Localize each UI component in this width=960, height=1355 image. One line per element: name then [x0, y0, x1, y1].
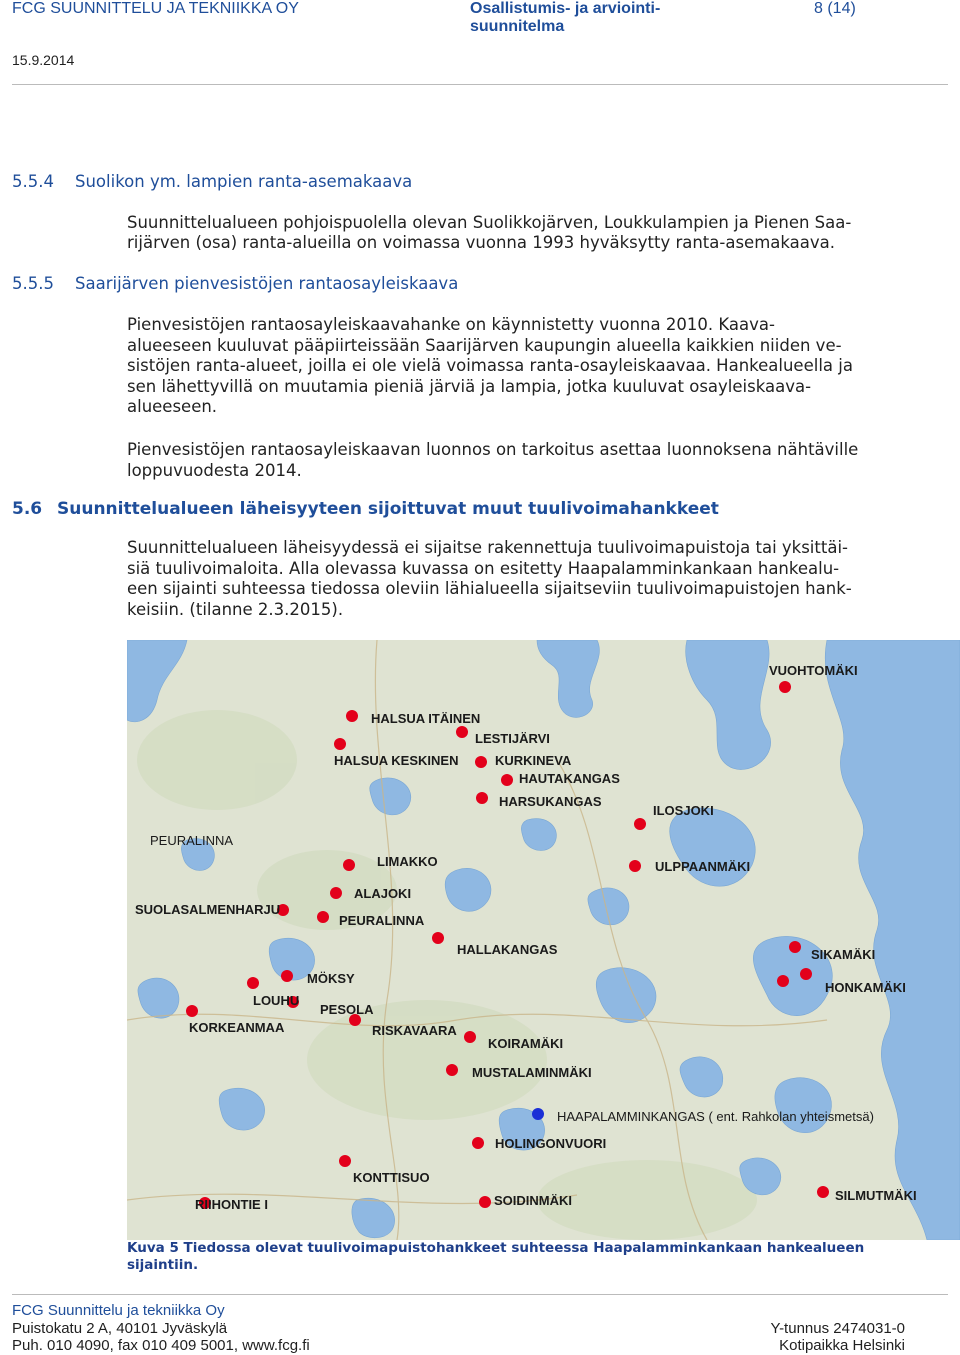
footer-phone: Puh. 010 4090, fax 010 409 5001, www.fcg.fi [12, 1337, 310, 1354]
section-title: Saarijärven pienvesistöjen rantaosayleiskaava [75, 274, 459, 293]
header-title [470, 0, 660, 36]
label-halsua-itainen: HALSUA ITÄINEN [371, 711, 481, 726]
marker-koiramaki [464, 1031, 476, 1043]
label-peuralinna-region: PEURALINNA [150, 833, 234, 848]
marker-ulppaanmaki [629, 860, 641, 872]
marker-limakko [343, 859, 355, 871]
label-riihontie: RIIHONTIE I [195, 1197, 268, 1212]
label-konttisuo: KONTTISUO [353, 1170, 430, 1185]
marker-halsua-itainen [346, 710, 358, 722]
figure-caption: Kuva 5 Tiedossa olevat tuulivoimapuistohankkeet suhteessa Haapalamminkankaan hankealueen sijaintiin. [127, 1240, 865, 1273]
marker-kurkineva [475, 756, 487, 768]
label-sikamaki: SIKAMÄKI [811, 947, 876, 962]
paragraph-line: een sijainti suhteessa tiedossa oleviin lähialueella sijaitseviin tuulivoimapuistojen hank- [127, 579, 852, 598]
label-soidinmaki: SOIDINMÄKI [494, 1193, 572, 1208]
paragraph-line: Suunnittelualueen pohjoispuolella olevan Suolikkojärven, Loukkulampien ja Pienen Saa- [127, 213, 852, 232]
label-riskavaara: RISKAVAARA [372, 1023, 457, 1038]
header-rule [12, 84, 948, 85]
marker-hautakangas [501, 774, 513, 786]
label-koiramaki: KOIRAMÄKI [488, 1036, 564, 1051]
section-5-5-5-paragraph-1 [127, 315, 909, 418]
label-suolasalmenharju: SUOLASALMENHARJU [135, 902, 281, 917]
marker-sikamaki [789, 941, 801, 953]
header-title-line2: suunnitelma [470, 18, 565, 35]
paragraph-line: Suunnittelualueen läheisyydessä ei sijaitse rakennettuja tuulivoimapuistoja tai yksittäi- [127, 538, 848, 557]
marker-lestijarvi [456, 726, 468, 738]
marker-konttisuo [339, 1155, 351, 1167]
paragraph-line: rijärven (osa) ranta-alueilla on voimassa vuonna 1993 hyväksytty ranta-asemakaava. [127, 233, 835, 252]
section-number: 5.5.4 [12, 172, 54, 191]
marker-honkamaki-b [777, 975, 789, 987]
paragraph-line: alueeseen. [127, 397, 218, 416]
marker-haapalamminkangas-project [532, 1108, 544, 1120]
section-5-6-paragraph [127, 538, 909, 620]
label-louhu: LOUHU [253, 993, 300, 1008]
marker-louhu [247, 977, 259, 989]
paragraph-line: sistöjen ranta-alueet, joilla ei ole vielä voimassa ranta-osayleiskaavaa. Hankealueella ja [127, 356, 853, 375]
header-date: 15.9.2014 [12, 52, 75, 68]
label-ulppaanmaki: ULPPAANMÄKI [655, 859, 751, 874]
marker-hallakangas [432, 932, 444, 944]
label-mustalaminmaki: MUSTALAMINMÄKI [472, 1065, 592, 1080]
paragraph-line: alueeseen kuuluvat pääpiirteissään Saarijärven kaupungin alueella kaikkien niiden ve- [127, 335, 842, 355]
marker-honkamaki-a [800, 968, 812, 980]
paragraph-line: sen lähettyvillä on muutamia pieniä järviä ja lampia, jotka kuuluvat osayleiskaava- [127, 376, 812, 396]
label-alajoki: ALAJOKI [354, 886, 412, 901]
footer-business-id: Y-tunnus 2474031-0 [770, 1320, 905, 1337]
marker-mustalaminmaki [446, 1064, 458, 1076]
marker-ilosjoki [634, 818, 646, 830]
footer-domicile: Kotipaikka Helsinki [779, 1337, 905, 1354]
marker-vuohtomaki [779, 681, 791, 693]
paragraph-line: Pienvesistöjen rantaosayleiskaavan luonnos on tarkoitus asettaa luonnoksena nähtäville [127, 440, 859, 459]
marker-soidinmaki [479, 1196, 491, 1208]
label-pesola: PESOLA [320, 1002, 374, 1017]
label-holingonvuori: HOLINGONVUORI [495, 1136, 607, 1151]
section-5-5-4-paragraph [127, 213, 909, 253]
label-kurkineva: KURKINEVA [495, 753, 572, 768]
marker-silmutmaki [817, 1186, 829, 1198]
label-peuralinna: PEURALINNA [339, 913, 425, 928]
label-silmutmaki: SILMUTMÄKI [835, 1188, 917, 1203]
marker-halsua-keskinen [334, 738, 346, 750]
wind-farm-map [127, 640, 960, 1240]
footer-address: Puistokatu 2 A, 40101 Jyväskylä [12, 1320, 228, 1337]
footer-company: FCG Suunnittelu ja tekniikka Oy [12, 1302, 225, 1319]
label-harsukangas: HARSUKANGAS [499, 794, 602, 809]
section-5-5-5-heading [12, 274, 458, 293]
paragraph-line: Pienvesistöjen rantaosayleiskaavahanke on käynnistetty vuonna 2010. Kaava- [127, 315, 775, 334]
header-title-line1: Osallistumis- ja arviointi- [470, 0, 661, 17]
section-5-5-4-heading [12, 172, 412, 191]
label-vuohtomaki: VUOHTOMÄKI [769, 663, 858, 678]
marker-korkeanmaa [186, 1005, 198, 1017]
marker-moksy [281, 970, 293, 982]
label-limakko: LIMAKKO [377, 854, 438, 869]
label-haapalamminkangas: HAAPALAMMINKANGAS ( ent. Rahkolan yhteismetsä) [557, 1109, 874, 1124]
map-canvas [127, 640, 960, 1240]
section-number: 5.6 [12, 499, 43, 519]
marker-peuralinna [317, 911, 329, 923]
label-ilosjoki: ILOSJOKI [653, 803, 714, 818]
paragraph-line: keisiin. (tilanne 2.3.2015). [127, 599, 344, 619]
section-title: Suunnittelualueen läheisyyteen sijoittuvat muut tuulivoimahankkeet [57, 499, 719, 519]
label-hallakangas: HALLAKANGAS [457, 942, 558, 957]
section-title: Suolikon ym. lampien ranta-asemakaava [75, 172, 413, 191]
section-number: 5.5.5 [12, 274, 54, 293]
marker-harsukangas [476, 792, 488, 804]
footer-rule [12, 1294, 948, 1295]
marker-alajoki [330, 887, 342, 899]
label-hautakangas: HAUTAKANGAS [519, 771, 620, 786]
paragraph-line: siä tuulivoimaloita. Alla olevassa kuvassa on esitetty Haapalamminkankaan hankealu- [127, 558, 840, 578]
label-korkeanmaa: KORKEANMAA [189, 1020, 285, 1035]
paragraph-line: loppuvuodesta 2014. [127, 460, 302, 480]
section-5-6-heading [12, 499, 719, 519]
label-halsua-keskinen: HALSUA KESKINEN [334, 753, 459, 768]
section-5-5-5-paragraph-2 [127, 440, 909, 481]
marker-holingonvuori [472, 1137, 484, 1149]
label-honkamaki: HONKAMÄKI [825, 980, 906, 995]
label-lestijarvi: LESTIJÄRVI [475, 731, 550, 746]
label-moksy: MÖKSY [307, 971, 355, 986]
header-company: FCG SUUNNITTELU JA TEKNIIKKA OY [12, 0, 299, 17]
header-page-number: 8 (14) [814, 0, 856, 17]
